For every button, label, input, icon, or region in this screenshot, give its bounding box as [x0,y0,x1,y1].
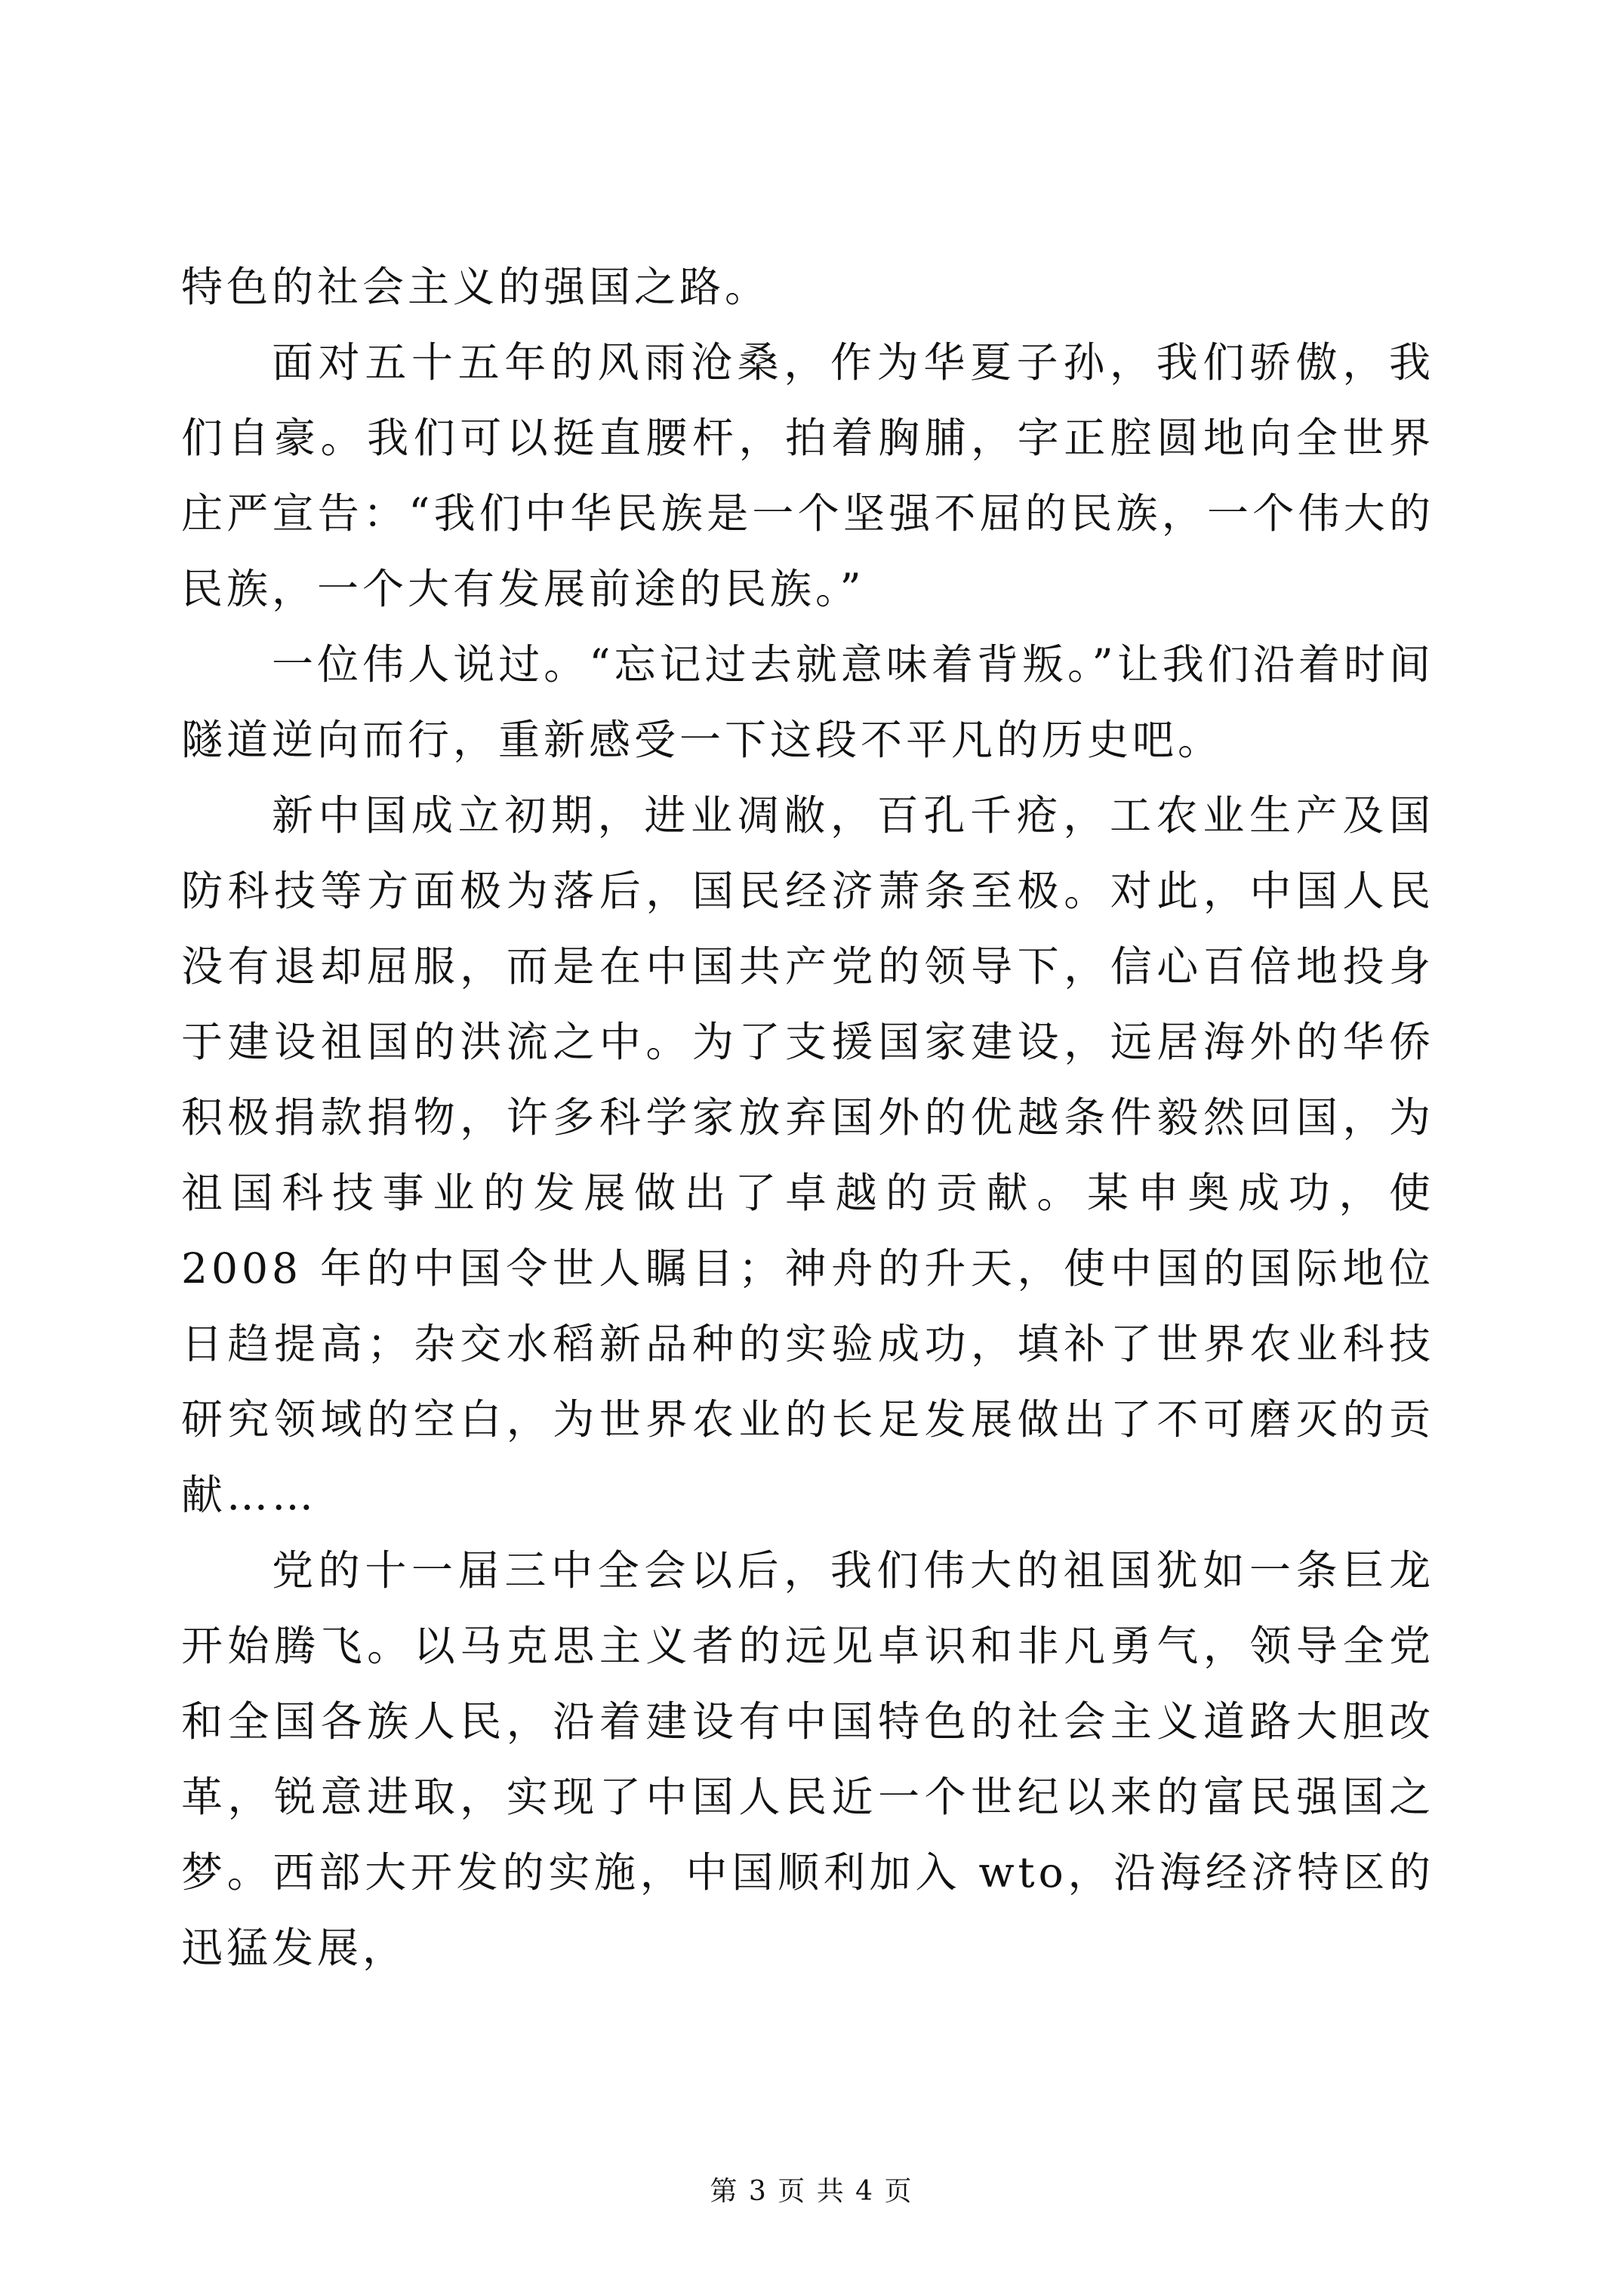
paragraph-new-china: 新中国成立初期，进业凋敝，百孔千疮，工农业生产及国防科技等方面极为落后，国民经济萧条至极。对此，中国人民没有退却屈服，而是在中国共产党的领导下，信心百倍地投身于建设祖国的洪流之中。为了支援国家建设，远居海外的华侨积极捐款捐物，许多科学家放弃国外的优越条件毅然回国，为祖国科技事业的发展做出了卓越的贡献。某申奥成功，使 2008 年的中国令世人瞩目；神舟的升天，使中国的国际地位日趋提高；杂交水稻新品种的实验成功，填补了世界农业科技研究领域的空白，为世界农业的长足发展做出了不可磨灭的贡献…… [181,791,1434,1519]
paragraph-reform: 党的十一届三中全会以后，我们伟大的祖国犹如一条巨龙开始腾飞。以马克思主义者的远见卓识和非凡勇气，领导全党和全国各族人民，沿着建设有中国特色的社会主义道路大胆改革，锐意进取，实现了中国人民近一个世纪以来的富民强国之梦。西部大开发的实施，中国顺利加入 wto，沿海经济特区的迅猛发展， [181,1546,1434,1972]
paragraph-continuation: 特色的社会主义的强国之路。 [181,263,771,311]
paragraph-pride: 面对五十五年的风雨沧桑，作为华夏子孙，我们骄傲，我们自豪。我们可以挺直腰杆，拍着胸脯，字正腔圆地向全世界庄严宣告：“我们中华民族是一个坚强不屈的民族，一个伟大的民族，一个大有发展前途的民族。” [181,338,1434,613]
paragraph-history-quote: 一位伟人说过。“忘记过去就意味着背叛。”让我们沿着时间隧道逆向而行，重新感受一下这段不平凡的历史吧。 [181,640,1434,764]
page-footer: 第 3 页 共 4 页 [710,2176,913,2207]
body-text [181,249,1434,1986]
